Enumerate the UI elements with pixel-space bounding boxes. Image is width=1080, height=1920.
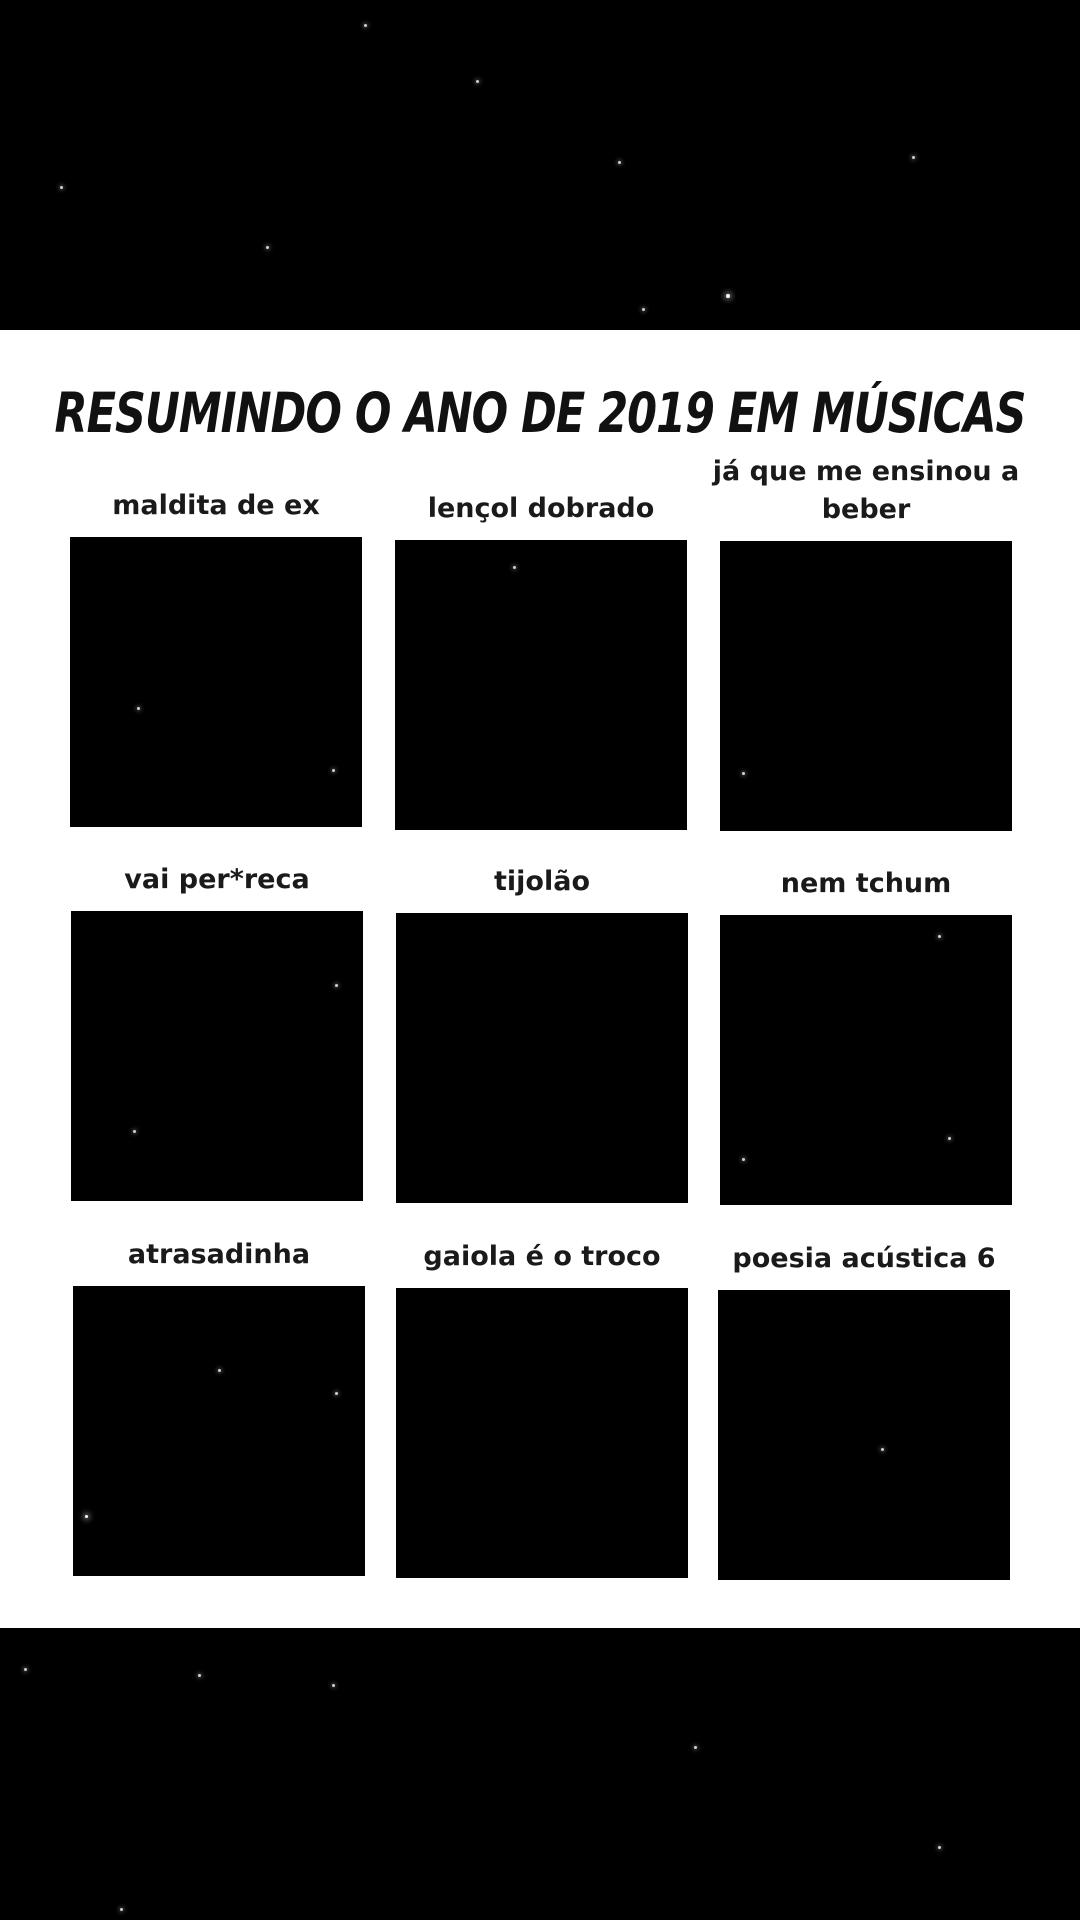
star	[60, 186, 63, 189]
star	[24, 1668, 27, 1671]
star	[618, 161, 621, 164]
star	[938, 1846, 941, 1849]
star	[120, 1908, 123, 1911]
star	[364, 24, 367, 27]
cell-label: lençol dobrado	[427, 493, 655, 524]
cell-label: já que me ensinou a beber	[712, 456, 1020, 525]
star	[742, 1158, 745, 1161]
star	[218, 1369, 221, 1372]
star	[642, 308, 645, 311]
image-placeholder	[396, 1288, 688, 1578]
cell-label: poesia acústica 6	[732, 1243, 996, 1274]
cell-label: maldita de ex	[112, 490, 320, 521]
star	[912, 156, 915, 159]
star	[266, 246, 269, 249]
image-placeholder	[395, 540, 687, 830]
grid-cell-7	[73, 1239, 365, 1576]
grid-cell-4	[71, 864, 363, 1201]
image-placeholder	[720, 541, 1012, 831]
star	[694, 1746, 697, 1749]
image-placeholder	[71, 911, 363, 1201]
star	[137, 707, 140, 710]
star	[133, 1130, 136, 1133]
star	[881, 1448, 884, 1451]
grid-cell-6	[720, 868, 1012, 1205]
star	[476, 80, 479, 83]
grid-cell-8	[396, 1241, 688, 1578]
grid-cell-3	[712, 456, 1020, 831]
star	[332, 769, 335, 772]
cell-label: tijolão	[494, 866, 590, 897]
star	[332, 1684, 335, 1687]
star	[513, 566, 516, 569]
grid-cell-1	[70, 490, 362, 827]
cell-label: nem tchum	[780, 868, 952, 899]
star	[726, 294, 730, 298]
grid-cell-9	[718, 1243, 1010, 1580]
star	[335, 984, 338, 987]
star	[85, 1515, 88, 1518]
image-placeholder	[718, 1290, 1010, 1580]
cell-label: gaiola é o troco	[423, 1241, 661, 1272]
grid-cell-5	[396, 866, 688, 1203]
star	[198, 1674, 201, 1677]
cell-label: vai per*reca	[124, 864, 310, 895]
meme-card	[0, 330, 1080, 1628]
image-placeholder	[70, 537, 362, 827]
star	[335, 1392, 338, 1395]
star	[938, 935, 941, 938]
page-title: RESUMINDO O ANO DE 2019 EM MÚSICAS	[54, 382, 1026, 446]
star	[948, 1137, 951, 1140]
image-placeholder	[720, 915, 1012, 1205]
image-placeholder	[396, 913, 688, 1203]
image-placeholder	[73, 1286, 365, 1576]
grid-cell-2	[395, 493, 687, 830]
star	[742, 772, 745, 775]
cell-label: atrasadinha	[127, 1239, 311, 1270]
